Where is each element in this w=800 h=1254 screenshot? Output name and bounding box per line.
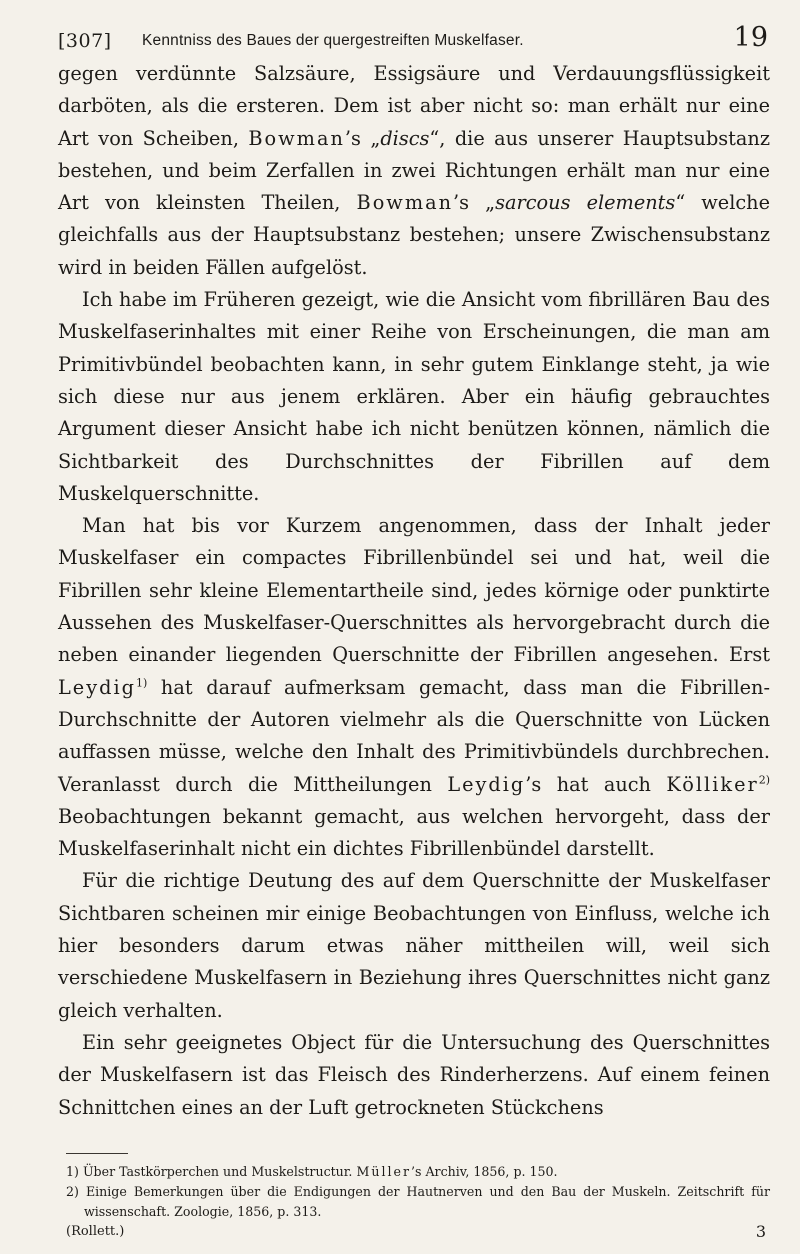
running-header	[58, 20, 770, 60]
term-sarcous-elements: sarcous elements	[495, 191, 676, 215]
term-discs: discs	[380, 126, 430, 150]
footnote-2: 2) Einige Bemerkungen über die Endigungen der Hautnerven und den Bau der Muskeln. Zeitschrift für wissenschaft. Zoologie, 1856, p. 313.	[66, 1184, 770, 1219]
paragraph-4: Für die richtige Deutung des auf dem Querschnitte der Muskelfaser Sichtbaren scheinen mir einige Beobachtungen von Einfluss, welche ich hier besonders darum etwas näher mittheilen will, weil sich verschiedene Muskelfasern in Beziehung ihres Querschnittes nicht ganz gleich verhalten.	[58, 869, 770, 1022]
author-signature: (Rollett.)	[66, 1224, 125, 1239]
paragraph-5: Ein sehr geeignetes Object für die Untersuchung des Querschnittes der Muskelfasern ist das Fleisch des Rinderherzens. Auf einem feinen Schnittchen eines an der Luft getrockneten Stückchens	[58, 1030, 770, 1119]
page-number: 19	[733, 22, 768, 53]
footnote-ref-1[interactable]: 1)	[135, 676, 148, 690]
author-bowman: Bowman	[356, 191, 454, 215]
author-leydig: Leydig	[447, 772, 526, 796]
author-bowman: Bowman	[248, 126, 345, 150]
page-reference: [307]	[58, 30, 112, 52]
body-text	[58, 58, 770, 1124]
paragraph-3: Man hat bis vor Kurzem angenommen, dass der Inhalt jeder Muskelfaser ein compactes Fibrillenbündel sei und hat, weil die Fibrillen sehr kleine Elementartheile sind, jedes körnige oder punktirte Aussehen des Muskelfaser-Querschnittes als hervorgebracht durch die neben einander liegenden Querschnitte der Fibrillen angesehen. Erst Leydig$^{1)}$ hat darauf aufmerksam gemacht, dass man die Fibrillen-Durchschnitte der Autoren vielmehr als die Querschnitte von Lücken auffassen müsse, welche den Inhalt des Primitivbündels durchbrechen. Veranlasst durch die Mittheilungen Leydig’s hat auch Kölliker$^{2)}$ Beobachtungen bekannt gemacht, aus welchen hervorgeht, dass der Muskelfaserinhalt nicht ein dichtes Fibrillenbündel darstellt.	[58, 514, 770, 861]
author-leydig: Leydig	[58, 675, 136, 699]
running-title: Kenntniss des Baues der quergestreiften Muskelfaser.	[142, 32, 524, 49]
footnote-1: 1) Über Tastkörperchen und Muskelstructur. Müller’s Archiv, 1856, p. 150.	[66, 1164, 558, 1179]
author-mueller: Müller	[356, 1164, 411, 1179]
author-koelliker: Kölliker	[666, 772, 759, 796]
footnote-ref-2[interactable]: 2)	[758, 773, 770, 787]
book-page	[58, 0, 770, 1254]
sheet-number: 3	[755, 1222, 766, 1241]
paragraph-1: gegen verdünnte Salzsäure, Essigsäure und Verdauungsflüssigkeit darböten, als die ersteren. Dem ist aber nicht so: man erhält nur eine Art von Scheiben, Bowman’s „discs“, die aus unserer Hauptsubstanz bestehen, und beim Zerfallen in zwei Richtungen erhält man nur eine Art von kleinsten Theilen, Bowman’s „sarcous elements“ welche gleichfalls aus der Hauptsubstanz bestehen; unsere Zwischensubstanz wird in beiden Fällen aufgelöst.	[58, 62, 770, 279]
footnotes	[66, 1162, 770, 1222]
paragraph-2: Ich habe im Früheren gezeigt, wie die Ansicht vom fibrillären Bau des Muskelfaserinhaltes mit einer Reihe von Erscheinungen, die man am Primitivbündel beobachten kann, in sehr gutem Einklange steht, ja wie sich diese nur aus jenem erklären. Aber ein häufig gebrauchtes Argument dieser Ansicht habe ich nicht benützen können, nämlich die Sichtbarkeit des Durchschnittes der Fibrillen auf dem Muskelquerschnitte.	[58, 288, 770, 505]
footnote-divider	[66, 1153, 128, 1154]
